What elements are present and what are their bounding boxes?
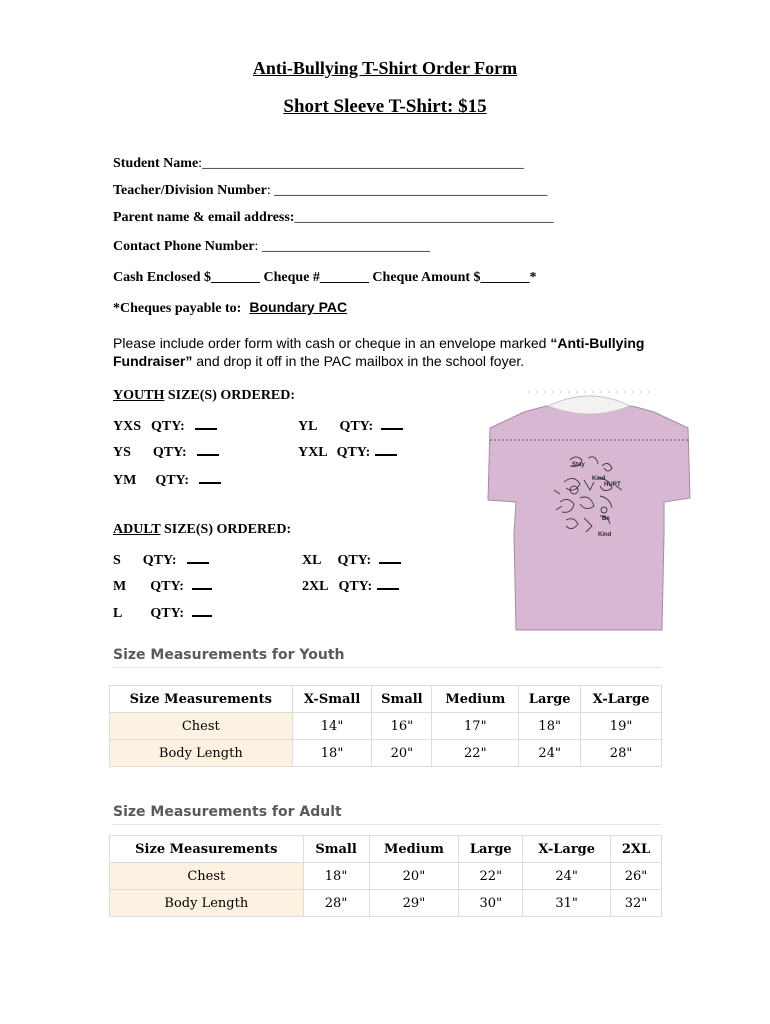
- table-header-cell: Medium: [432, 686, 519, 713]
- teacher-field[interactable]: [113, 183, 547, 199]
- form-subtitle: Short Sleeve T-Shirt: $15: [283, 96, 487, 117]
- qty-blank[interactable]: [192, 602, 212, 617]
- qty-label: QTY:: [152, 445, 187, 460]
- size-label: S: [113, 553, 121, 568]
- table-row: [110, 713, 662, 740]
- table-cell: 31": [523, 890, 611, 917]
- student-name-line: ______________________________________________: [202, 156, 525, 171]
- qty-blank[interactable]: [199, 469, 221, 484]
- phone-sep: :: [254, 239, 259, 254]
- table-header-cell: Large: [459, 836, 523, 863]
- parent-field[interactable]: [113, 210, 553, 226]
- cheques-payable: [113, 299, 347, 317]
- student-name-label: Student Name: [113, 156, 199, 171]
- youth-ys-row[interactable]: [113, 441, 219, 461]
- youth-yl-row[interactable]: [298, 415, 403, 435]
- size-label: YXS: [113, 419, 142, 434]
- teacher-sep: :: [266, 183, 271, 198]
- table-cell: 28": [303, 890, 369, 917]
- size-label: YL: [298, 419, 318, 434]
- adult-heading: [113, 522, 291, 538]
- cash-cheque-field[interactable]: Cash Enclosed $_______ Cheque #_______ Cheque Amount $_______*: [113, 270, 537, 285]
- adult-table-rule: [113, 824, 661, 825]
- youth-heading: [113, 388, 295, 404]
- table-cell: 28": [581, 740, 662, 767]
- table-row: [110, 890, 662, 917]
- qty-label: QTY:: [155, 473, 190, 488]
- adult-heading-underlined: ADULT: [113, 522, 161, 537]
- table-header-cell: Large: [519, 686, 581, 713]
- table-header-cell: Small: [303, 836, 369, 863]
- table-cell: 18": [292, 740, 372, 767]
- qty-blank[interactable]: [377, 575, 399, 590]
- table-header-cell: X-Small: [292, 686, 372, 713]
- phone-field[interactable]: [113, 239, 430, 255]
- table-header-cell: Small: [372, 686, 432, 713]
- tshirt-slogan-1: Kind: [592, 476, 606, 482]
- instructions-bold: “Anti-Bullying Fundraiser”: [113, 335, 645, 369]
- table-cell: Chest: [110, 863, 304, 890]
- qty-label: QTY:: [336, 445, 371, 460]
- tshirt-slogan-4: Kind: [598, 532, 612, 538]
- phone-line: ________________________: [258, 239, 430, 254]
- qty-blank[interactable]: [379, 549, 401, 564]
- table-cell: 29": [369, 890, 459, 917]
- table-cell: 18": [519, 713, 581, 740]
- table-row: [110, 863, 662, 890]
- qty-label: QTY:: [151, 419, 185, 434]
- table-cell: 19": [581, 713, 662, 740]
- qty-blank[interactable]: [187, 549, 209, 564]
- parent-label: Parent name & email address:: [113, 210, 295, 225]
- table-cell: Body Length: [110, 740, 293, 767]
- qty-blank[interactable]: [381, 415, 403, 430]
- adult-heading-rest: SIZE(S) ORDERED:: [160, 522, 292, 537]
- table-cell: 30": [459, 890, 523, 917]
- table-header-row: [110, 836, 662, 863]
- table-header-cell: Size Measurements: [110, 686, 293, 713]
- table-header-cell: 2XL: [611, 836, 662, 863]
- youth-yxl-row[interactable]: [298, 441, 397, 461]
- table-header-cell: X-Large: [581, 686, 662, 713]
- teacher-line: _______________________________________: [270, 183, 548, 198]
- youth-heading-rest: SIZE(S) ORDERED:: [164, 388, 296, 403]
- table-row: [110, 740, 662, 767]
- tshirt-slogan-3: Be: [602, 516, 610, 522]
- qty-label: QTY:: [142, 553, 177, 568]
- tshirt-image: [484, 386, 694, 634]
- qty-blank[interactable]: [195, 415, 217, 430]
- qty-blank[interactable]: [192, 575, 212, 590]
- table-cell: 14": [292, 713, 372, 740]
- table-cell: Chest: [110, 713, 293, 740]
- youth-ym-row[interactable]: [113, 469, 221, 489]
- adult-m-row[interactable]: [113, 575, 212, 595]
- youth-measurements-table: [109, 685, 662, 767]
- table-cell: 26": [611, 863, 662, 890]
- qty-label: QTY:: [338, 579, 373, 594]
- teacher-label: Teacher/Division Number: [113, 183, 267, 198]
- table-header-row: [110, 686, 662, 713]
- adult-2xl-row[interactable]: [302, 575, 399, 595]
- table-cell: 22": [459, 863, 523, 890]
- size-label: XL: [302, 553, 322, 568]
- table-header-cell: X-Large: [523, 836, 611, 863]
- size-label: M: [113, 579, 127, 594]
- youth-table-title: Size Measurements for Youth: [113, 647, 345, 663]
- size-label: L: [113, 606, 123, 621]
- adult-table-title: Size Measurements for Adult: [113, 804, 342, 820]
- tshirt-slogan-0: Stay: [572, 462, 585, 468]
- table-cell: 16": [372, 713, 432, 740]
- table-cell: Body Length: [110, 890, 304, 917]
- youth-yxs-row[interactable]: [113, 415, 217, 435]
- size-label: YM: [113, 473, 137, 488]
- student-name-sep: :: [198, 156, 203, 171]
- qty-label: QTY:: [150, 579, 184, 594]
- table-cell: 18": [303, 863, 369, 890]
- qty-label: QTY:: [150, 606, 185, 621]
- adult-xl-row[interactable]: [302, 549, 401, 569]
- table-cell: 22": [432, 740, 519, 767]
- table-cell: 24": [519, 740, 581, 767]
- table-cell: 32": [611, 890, 662, 917]
- form-title: Anti-Bullying T-Shirt Order Form: [252, 58, 518, 78]
- adult-l-row[interactable]: [113, 602, 212, 622]
- table-header-cell: Medium: [369, 836, 459, 863]
- youth-heading-underlined: YOUTH: [113, 388, 165, 403]
- table-cell: 20": [369, 863, 459, 890]
- table-header-cell: Size Measurements: [110, 836, 304, 863]
- qty-label: QTY:: [339, 419, 374, 434]
- table-cell: 20": [372, 740, 432, 767]
- size-label: YXL: [298, 445, 328, 460]
- parent-line: _____________________________________: [294, 210, 554, 225]
- adult-s-row[interactable]: [113, 549, 209, 569]
- instructions: [113, 334, 653, 370]
- tshirt-slogan-2: HURT: [604, 482, 621, 488]
- size-label: 2XL: [302, 579, 329, 594]
- youth-table-rule: [113, 667, 661, 668]
- table-cell: 17": [432, 713, 519, 740]
- size-label: YS: [113, 445, 131, 460]
- adult-measurements-table: [109, 835, 662, 917]
- instructions-part1: Please include order form with cash or cheque in an envelope marked: [113, 335, 551, 351]
- cheques-label: *Cheques payable to:: [113, 301, 242, 316]
- qty-blank[interactable]: [375, 441, 397, 456]
- phone-label: Contact Phone Number: [113, 239, 255, 254]
- qty-blank[interactable]: [197, 441, 219, 456]
- instructions-part2: and drop it off in the PAC mailbox in the school foyer.: [192, 353, 525, 369]
- table-cell: 24": [523, 863, 611, 890]
- qty-label: QTY:: [337, 553, 372, 568]
- student-name-field[interactable]: [113, 156, 524, 172]
- cheques-payee: Boundary PAC: [249, 299, 348, 315]
